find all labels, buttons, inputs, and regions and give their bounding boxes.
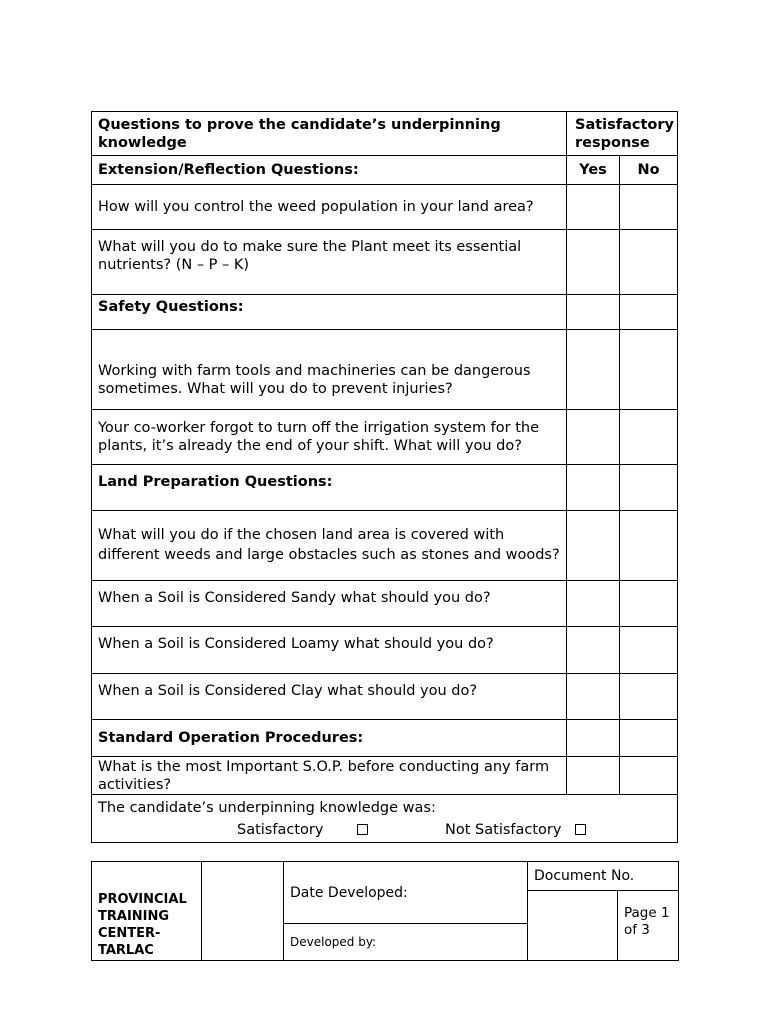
summary-text: The candidate’s underpinning knowledge was: <box>98 800 436 816</box>
yes-cell[interactable] <box>567 230 620 295</box>
no-cell[interactable] <box>620 465 678 511</box>
footer-table <box>91 861 679 961</box>
questions-header: Questions to prove the candidate’s underpinning knowledge <box>92 112 567 156</box>
yes-cell[interactable] <box>567 410 620 465</box>
document-no-value <box>528 891 618 961</box>
no-cell[interactable] <box>620 720 678 757</box>
page-number: Page 1 of 3 <box>618 891 679 961</box>
yes-cell[interactable] <box>567 185 620 230</box>
no-cell[interactable] <box>620 410 678 465</box>
yes-cell[interactable] <box>567 720 620 757</box>
yes-cell[interactable] <box>567 295 620 330</box>
no-cell[interactable] <box>620 511 678 581</box>
section-heading: Extension/Reflection Questions: <box>92 156 567 185</box>
question-text: When a Soil is Considered Clay what should you do? <box>92 674 567 720</box>
satisfactory-checkbox[interactable] <box>357 824 368 835</box>
yes-cell[interactable] <box>567 511 620 581</box>
yes-header: Yes <box>567 156 620 185</box>
yes-cell[interactable] <box>567 581 620 627</box>
satisfactory-label: Satisfactory <box>237 822 324 838</box>
no-cell[interactable] <box>620 230 678 295</box>
question-text: When a Soil is Considered Sandy what should you do? <box>92 581 567 627</box>
section-heading: Land Preparation Questions: <box>92 465 567 511</box>
document-no: Document No. <box>528 862 679 891</box>
no-cell[interactable] <box>620 330 678 410</box>
no-cell[interactable] <box>620 757 678 795</box>
question-text: When a Soil is Considered Loamy what should you do? <box>92 627 567 674</box>
no-header: No <box>620 156 678 185</box>
not-satisfactory-label: Not Satisfactory <box>445 822 562 838</box>
question-text: How will you control the weed population in your land area? <box>92 185 567 230</box>
question-text: Working with farm tools and machineries can be dangerous sometimes. What will you do to prevent injuries? <box>92 330 567 410</box>
no-cell[interactable] <box>620 674 678 720</box>
date-developed: Date Developed: <box>284 862 528 924</box>
no-cell[interactable] <box>620 627 678 674</box>
yes-cell[interactable] <box>567 465 620 511</box>
logo-cell <box>202 862 284 961</box>
question-text: What is the most Important S.O.P. before conducting any farm activities? <box>92 757 567 795</box>
question-text: What will you do if the chosen land area is covered with different weeds and large obstacles such as stones and woods? <box>92 511 567 581</box>
yes-cell[interactable] <box>567 674 620 720</box>
yes-cell[interactable] <box>567 627 620 674</box>
summary-cell <box>92 795 678 843</box>
no-cell[interactable] <box>620 185 678 230</box>
no-cell[interactable] <box>620 581 678 627</box>
question-text: What will you do to make sure the Plant meet its essential nutrients? (N – P – K) <box>92 230 567 295</box>
org-name: PROVINCIAL TRAINING CENTER-TARLAC <box>92 862 202 961</box>
not-satisfactory-checkbox[interactable] <box>575 824 586 835</box>
yes-cell[interactable] <box>567 330 620 410</box>
question-text: Your co-worker forgot to turn off the irrigation system for the plants, it’s already the end of your shift. What will you do? <box>92 410 567 465</box>
developed-by: Developed by: <box>284 924 528 961</box>
assessment-table <box>91 111 678 843</box>
section-heading: Standard Operation Procedures: <box>92 720 567 757</box>
satisfactory-response-header: Satisfactory response <box>567 112 678 156</box>
section-heading: Safety Questions: <box>92 295 567 330</box>
yes-cell[interactable] <box>567 757 620 795</box>
no-cell[interactable] <box>620 295 678 330</box>
